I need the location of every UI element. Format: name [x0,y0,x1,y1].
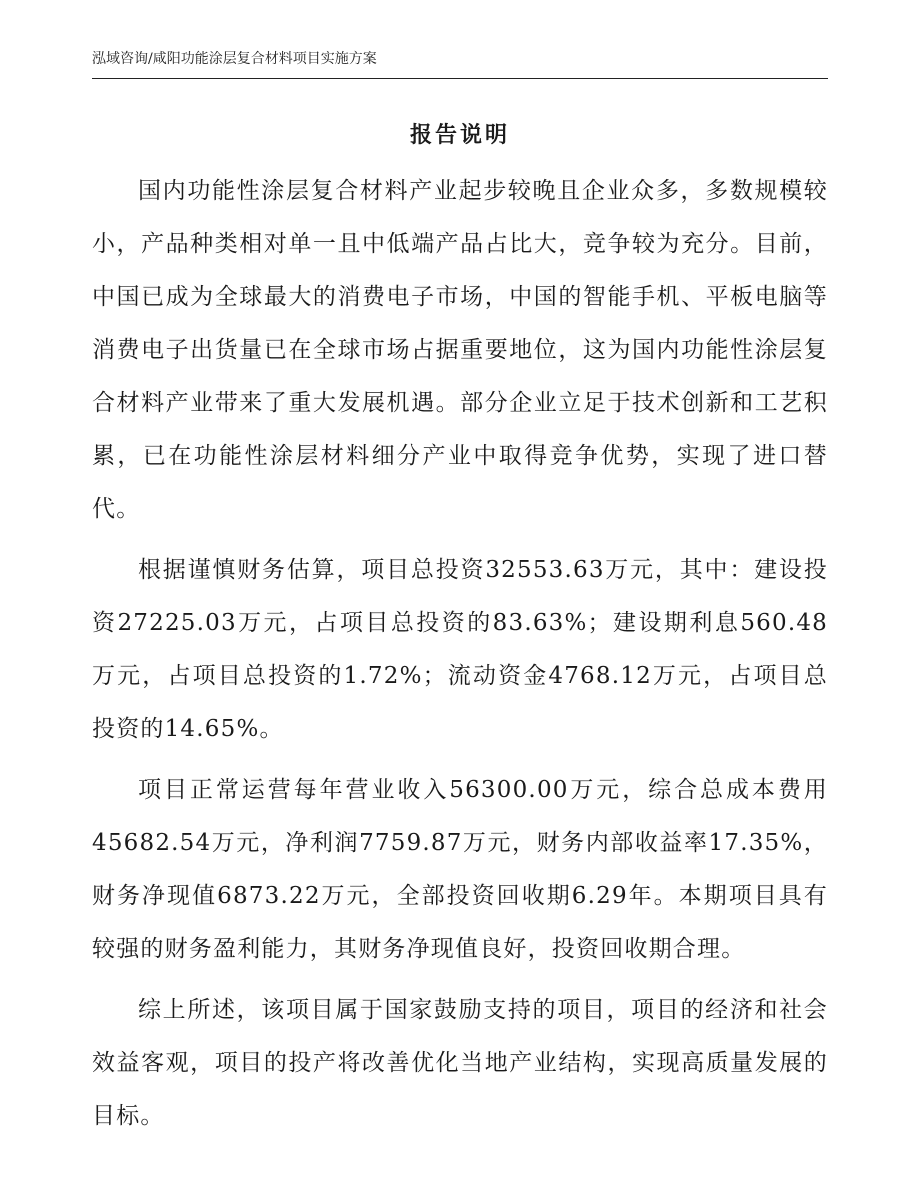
paragraph-financial-returns: 项目正常运营每年营业收入56300.00万元，综合总成本费用45682.54万元，净利润7759.87万元，财务内部收益率17.35%，财务净现值6873.22万元，全部投资回收期6.29年。本期项目具有较强的财务盈利能力，其财务净现值良好，投资回收期合理。 [92,777,828,962]
page-title: 报告说明 [409,122,510,148]
paragraph-conclusion: 综上所述，该项目属于国家鼓励支持的项目，项目的经济和社会效益客观，项目的投产将改善优化当地产业结构，实现高质量发展的目标。 [92,997,828,1129]
header-divider [92,78,828,79]
running-header: 泓域咨询/咸阳功能涂层复合材料项目实施方案 [92,51,377,67]
report-body [92,165,828,1151]
paragraph-industry-background: 国内功能性涂层复合材料产业起步较晚且企业众多，多数规模较小，产品种类相对单一且中低端产品占比大，竞争较为充分。目前，中国已成为全球最大的消费电子市场，中国的智能手机、平板电脑等消费电子出货量已在全球市场占据重要地位，这为国内功能性涂层复合材料产业带来了重大发展机遇。部分企业立足于技术创新和工艺积累，已在功能性涂层材料细分产业中取得竞争优势，实现了进口替代。 [92,178,828,522]
paragraph-investment-estimate: 根据谨慎财务估算，项目总投资32553.63万元，其中：建设投资27225.03万元，占项目总投资的83.63%；建设期利息560.48万元，占项目总投资的1.72%；流动资金4768.12万元，占项目总投资的14.65%。 [92,557,828,742]
